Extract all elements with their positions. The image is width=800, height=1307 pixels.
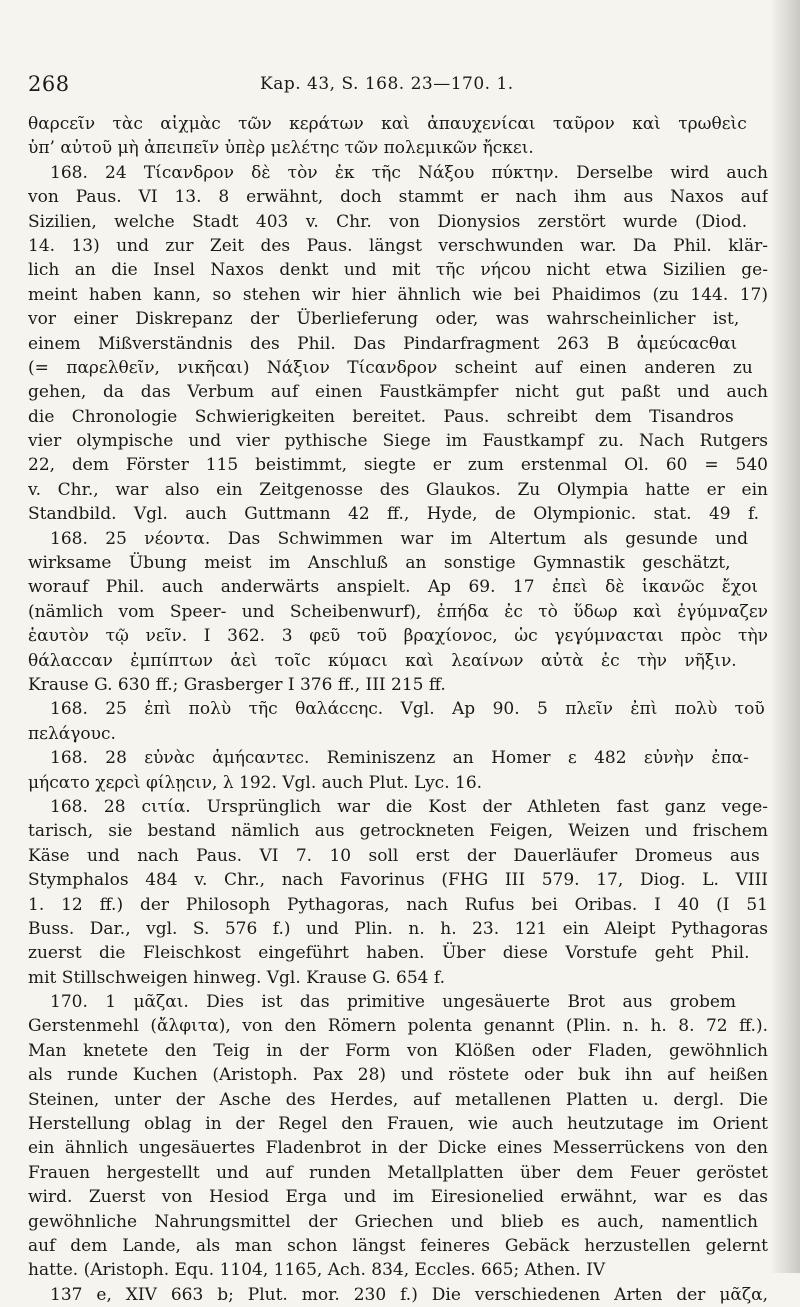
text-line: 137 e, XIV 663 b; Plut. mor. 230 f.) Die verschiedenen Arten der μᾶζα,: [50, 1284, 768, 1305]
text-line: lich an die Insel Naxos denkt und mit τῆc νήcου nicht etwa Sizilien ge-: [28, 260, 768, 281]
text-line: von Paus. VI 13. 8 erwähnt, doch stammt er nach ihm aus Naxos auf: [28, 187, 768, 208]
text-line: ὑπ’ αὐτοῦ μὴ ἀπειπεῖν ὑπὲρ μελέτηc τῶν πολεμικῶν ἤcκει.: [28, 138, 534, 159]
text-line: 22, dem Förster 115 beistimmt, siegte er zum erstenmal Ol. 60 = 540: [28, 455, 768, 476]
text-line: v. Chr., war also ein Zeitgenosse des Glaukos. Zu Olympia hatte er ein: [28, 479, 768, 500]
page-header: [28, 72, 768, 102]
text-line: 168. 25 ἐπὶ πολὺ τῆc θαλάccηc. Vgl. Ap 90. 5 πλεῖν ἐπὶ πολὺ τοῦ: [50, 699, 765, 720]
text-line: gewöhnliche Nahrungsmittel der Griechen und blieb es auch, namentlich: [28, 1211, 758, 1232]
text-line: 14. 13) und zur Zeit des Paus. längst verschwunden war. Da Phil. klär-: [28, 235, 768, 256]
text-line: θάλαccαν ἐμπίπτων ἀεὶ τοῖc κύμαcι καὶ λεαίνων αὐτὰ ἐc τὴν νῆξιν.: [28, 650, 737, 671]
text-line: die Chronologie Schwierigkeiten bereitet. Paus. schreibt dem Tisandros: [28, 406, 734, 427]
text-line: wirksame Übung meist im Anschluß an sonstige Gymnastik geschätzt,: [28, 553, 731, 574]
text-line: Herstellung oblag in der Regel den Frauen, wie auch heutzutage im Orient: [28, 1114, 768, 1135]
text-line: 168. 25 νέοντα. Das Schwimmen war im Altertum als gesunde und: [50, 528, 748, 549]
text-line: Krause G. 630 ff.; Grasberger I 376 ff., III 215 ff.: [28, 674, 446, 695]
text-line: ein ähnlich ungesäuertes Fladenbrot in der Dicke eines Messerrückens von den: [28, 1138, 768, 1159]
text-line: Stymphalos 484 v. Chr., nach Favorinus (FHG III 579. 17, Diog. L. VIII: [28, 870, 768, 891]
text-line: mit Stillschweigen hinweg. Vgl. Krause G. 654 f.: [28, 967, 445, 988]
commentary-text: [28, 112, 768, 1307]
text-line: vier olympische und vier pythische Siege im Faustkampf zu. Nach Rutgers: [28, 431, 768, 452]
text-line: Steinen, unter der Asche des Herdes, auf metallenen Platten u. dergl. Die: [28, 1089, 768, 1110]
text-line: Käse und nach Paus. VI 7. 10 soll erst der Dauerläufer Dromeus aus: [28, 845, 760, 866]
text-line: hatte. (Aristoph. Equ. 1104, 1165, Ach. 834, Eccles. 665; Athen. IV: [28, 1260, 606, 1281]
text-line: ἑαυτὸν τῷ νεῖν. I 362. 3 φεῦ τοῦ βραχίονοc, ὡc γεγύμναcται πρὸc τὴν: [28, 626, 768, 647]
text-line: gehen, da das Verbum auf einen Faustkämpfer nicht gut paßt und auch: [28, 382, 768, 403]
text-line: μήcατο χερcὶ φίλῃcιν, λ 192. Vgl. auch Plut. Lyc. 16.: [28, 772, 483, 793]
page-edge-shadow: [770, 0, 800, 1273]
text-line: Man knetete den Teig in der Form von Klößen oder Fladen, gewöhnlich: [28, 1040, 768, 1061]
text-line: tarisch, sie bestand nämlich aus getrockneten Feigen, Weizen und frischem: [28, 821, 768, 842]
text-line: einem Mißverständnis des Phil. Das Pindarfragment 263 B ἀμεύcαcθαι: [28, 333, 738, 354]
text-line: πελάγουc.: [28, 723, 116, 744]
text-line: θαρcεῖν τὰc αἰχμὰc τῶν κεράτων καὶ ἀπαυχενίcαι ταῦρον καὶ τρωθεὶc: [28, 114, 747, 134]
text-line: 168. 28 cιτία. Ursprünglich war die Kost der Athleten fast ganz vege-: [50, 796, 768, 817]
text-line: 170. 1 μᾶζαι. Dies ist das primitive ungesäuerte Brot aus grobem: [50, 992, 737, 1013]
text-line: meint haben kann, so stehen wir hier ähnlich wie bei Phaidimos (zu 144. 17): [28, 284, 768, 305]
text-line: vor einer Diskrepanz der Überlieferung oder, was wahrscheinlicher ist,: [28, 309, 740, 330]
running-head: Kap. 43, S. 168. 23—170. 1.: [260, 74, 514, 94]
text-line: worauf Phil. auch anderwärts anspielt. Ap 69. 17 ἐπεὶ δὲ ἱκανῶc ἔχοι: [28, 577, 759, 598]
text-line: Sizilien, welche Stadt 403 v. Chr. von Dionysios zerstört wurde (Diod.: [28, 211, 748, 232]
text-line: Buss. Dar., vgl. S. 576 f.) und Plin. n. h. 23. 121 ein Aleipt Pythagoras: [28, 918, 768, 939]
text-line: wird. Zuerst von Hesiod Erga und im Eiresionelied erwähnt, war es das: [28, 1187, 768, 1208]
text-line: 168. 28 εὐνὰc ἀμήcαντεc. Reminiszenz an Homer ε 482 εὐνὴν ἐπα-: [50, 748, 749, 769]
text-line: Standbild. Vgl. auch Guttmann 42 ff., Hyde, de Olympionic. stat. 49 f.: [28, 504, 760, 525]
text-line: zuerst die Fleischkost eingeführt haben. Über diese Vorstufe geht Phil.: [28, 943, 750, 964]
text-line: als runde Kuchen (Aristoph. Pax 28) und röstete oder buk ihn auf heißen: [28, 1065, 768, 1086]
text-line: (= παρελθεῖν, νικῆcαι) Νάξιον Τίcανδρον scheint auf einen anderen zu: [28, 357, 753, 378]
text-line: Frauen hergestellt und auf runden Metallplatten über dem Feuer geröstet: [28, 1162, 768, 1183]
text-line: 168. 24 Τίcανδρον δὲ τὸν ἐκ τῆc Νάξου πύκτην. Derselbe wird auch: [50, 162, 768, 183]
text-line: Gerstenmehl (ἄλφιτα), von den Römern polenta genannt (Plin. n. h. 8. 72 ff.).: [28, 1016, 768, 1037]
text-line: auf dem Lande, als man schon längst feineres Gebäck herzustellen gelernt: [28, 1235, 768, 1256]
text-line: (nämlich vom Speer- und Scheibenwurf), ἐπήδα ἐc τὸ ὕδωρ καὶ ἐγύμναζεν: [28, 601, 768, 622]
page-number: 268: [28, 72, 70, 96]
text-line: 1. 12 ff.) der Philosoph Pythagoras, nach Rufus bei Oribas. I 40 (I 51: [28, 894, 768, 915]
